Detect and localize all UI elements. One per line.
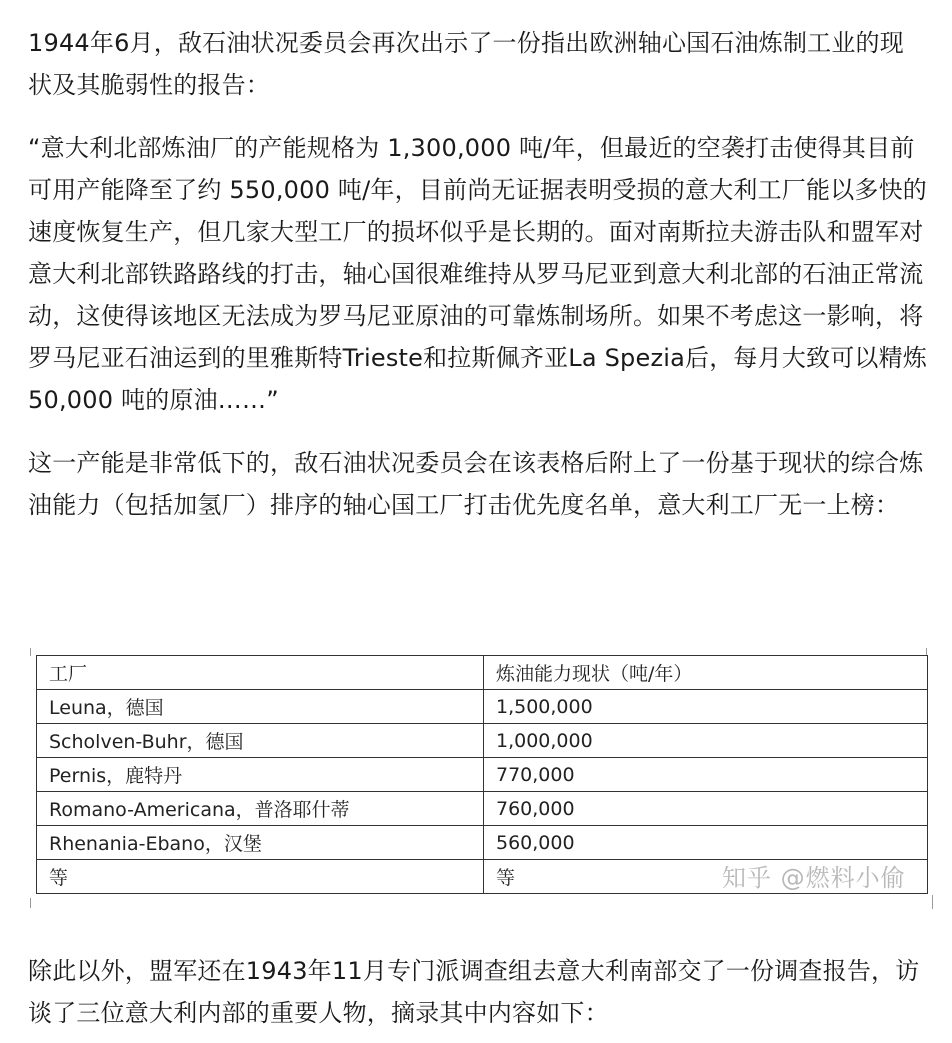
capacity-cell: 1,500,000 <box>484 690 928 724</box>
paragraph-summary: 这一产能是非常低下的，敌石油状况委员会在该表格后附上了一份基于现状的综合炼油能力（包括加氢厂）排序的轴心国工厂打击优先度名单，意大利工厂无一上榜： <box>28 449 924 519</box>
plant-cell: Romano-Americana，普洛耶什蒂 <box>37 792 484 826</box>
crop-mark <box>30 648 31 656</box>
crop-mark <box>30 898 31 908</box>
capacity-cell: 1,000,000 <box>484 724 928 758</box>
table-header-row <box>37 656 928 690</box>
plant-cell: Pernis，鹿特丹 <box>37 758 484 792</box>
column-header-capacity: 炼油能力现状（吨/年） <box>484 656 928 690</box>
capacity-cell: 等 <box>484 860 928 894</box>
plant-cell: 等 <box>37 860 484 894</box>
plant-cell: Leuna，德国 <box>37 690 484 724</box>
column-header-plant: 工厂 <box>37 656 484 690</box>
table-row <box>37 826 928 860</box>
plant-cell: Scholven-Buhr，德国 <box>37 724 484 758</box>
crop-mark <box>932 895 933 909</box>
capacity-cell: 760,000 <box>484 792 928 826</box>
capacity-cell: 560,000 <box>484 826 928 860</box>
paragraph-followup: 除此以外，盟军还在1943年11月专门派调查组去意大利南部交了一份调查报告，访谈了三位意大利内部的重要人物，摘录其中内容如下： <box>28 957 920 1027</box>
table-row <box>37 792 928 826</box>
article-body <box>28 22 928 526</box>
table-row <box>37 690 928 724</box>
plant-cell: Rhenania-Ebano，汉堡 <box>37 826 484 860</box>
paragraph-intro: 1944年6月，敌石油状况委员会再次出示了一份指出欧洲轴心国石油炼制工业的现状及其脆弱性的报告： <box>28 29 904 99</box>
table-row <box>37 724 928 758</box>
zhihu-watermark: 知乎 @燃料小偷 <box>722 864 906 892</box>
table-row <box>37 758 928 792</box>
paragraph-quote: “意大利北部炼油厂的产能规格为 1,300,000 吨/年，但最近的空袭打击使得其目前可用产能降至了约 550,000 吨/年，目前尚无证据表明受损的意大利工厂能以多快的速度恢复生产，但几家大型工厂的损坏似乎是长期的。面对南斯拉夫游击队和盟军对意大利北部铁路路线的打击，轴心国很难维持从罗马尼亚到意大利北部的石油正常流动，这使得该地区无法成为罗马尼亚原油的可靠炼制场所。如果不考虑这一影响，将罗马尼亚石油运到的里雅斯特Trieste和拉斯佩齐亚La Spezia后，每月大致可以精炼 50,000 吨的原油……” <box>28 134 928 414</box>
capacity-cell: 770,000 <box>484 758 928 792</box>
